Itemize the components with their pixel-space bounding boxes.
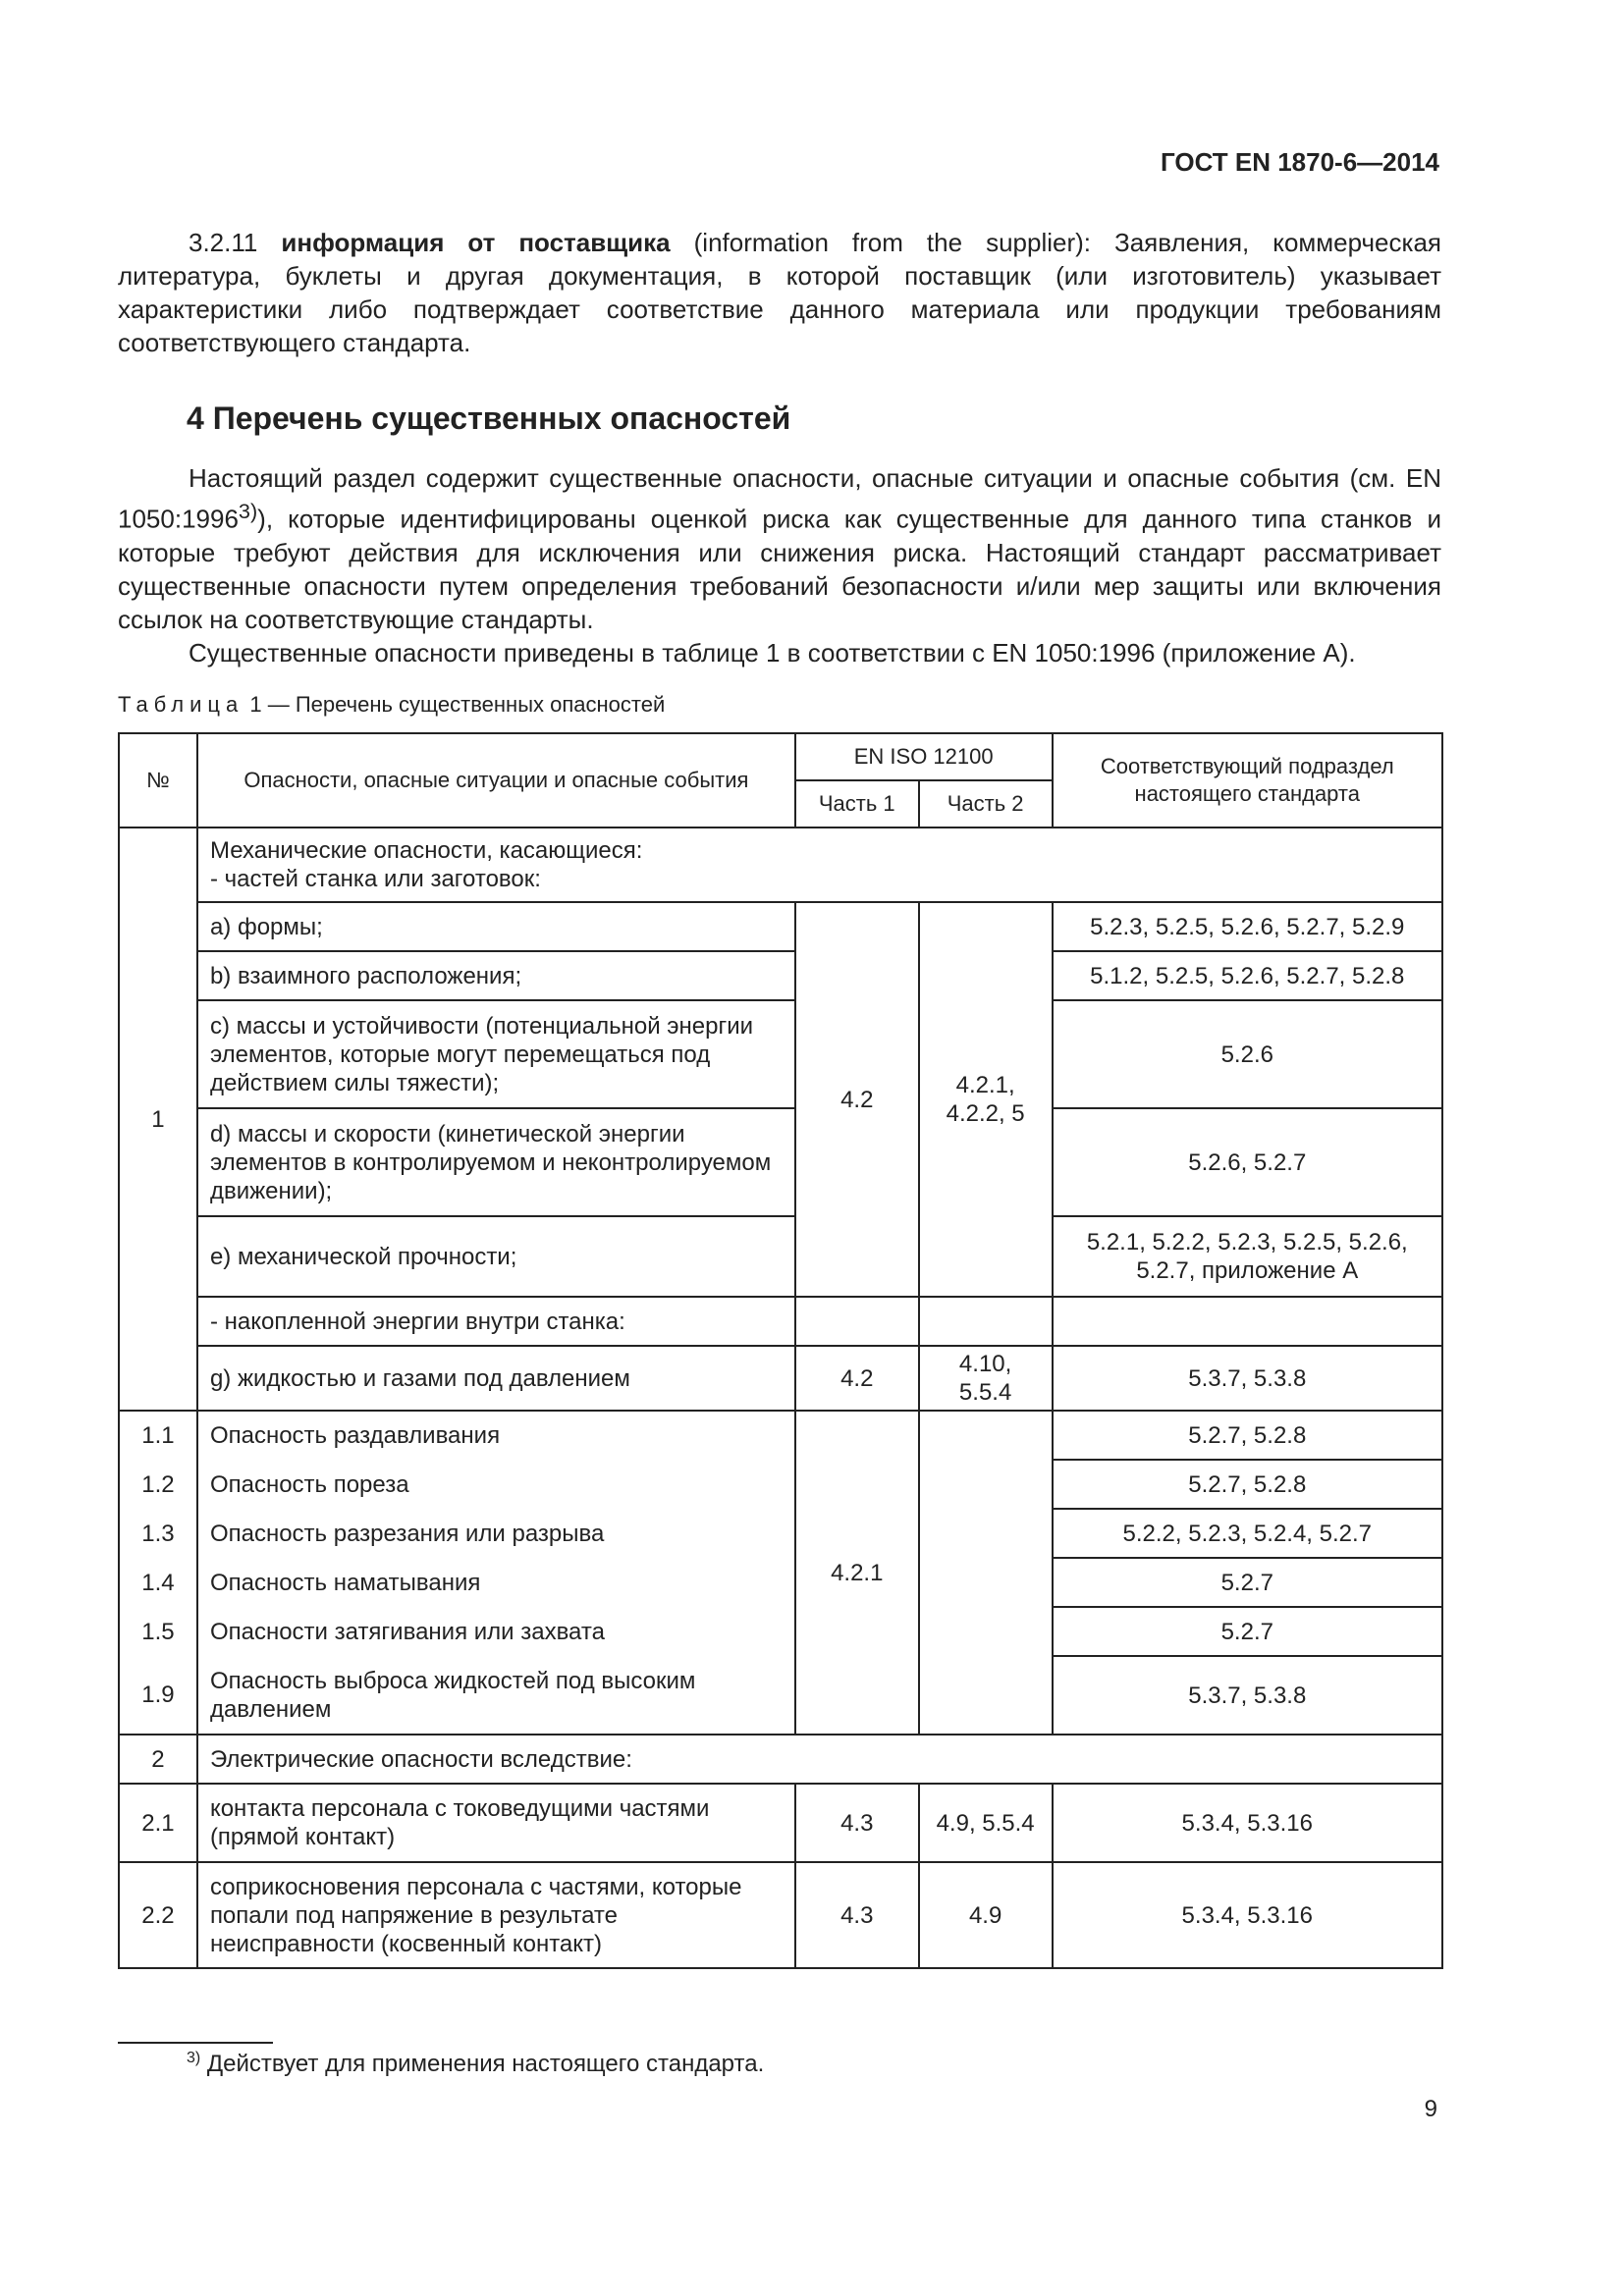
header-iso: EN ISO 12100 <box>795 733 1053 780</box>
header-hazard: Опасности, опасные ситуации и опасные события <box>197 733 795 828</box>
row-num: 2.2 <box>119 1862 197 1968</box>
row-hazard: Опасность выброса жидкостей под высоким давлением <box>197 1656 795 1735</box>
row-hazard: - накопленной энергии внутри станка: <box>197 1297 795 1346</box>
row-clause: 5.1.2, 5.2.5, 5.2.6, 5.2.7, 5.2.8 <box>1053 951 1442 1000</box>
hazards-table <box>118 732 1443 1969</box>
row-hazard: а) формы; <box>197 902 795 951</box>
table-row <box>119 902 1442 951</box>
row-num: 2 <box>119 1735 197 1784</box>
table-row <box>119 1216 1442 1297</box>
row-clause: 5.2.3, 5.2.5, 5.2.6, 5.2.7, 5.2.9 <box>1053 902 1442 951</box>
table-row <box>119 1607 1442 1656</box>
table-row <box>119 1411 1442 1460</box>
table-row <box>119 1656 1442 1735</box>
row-clause: 5.2.6, 5.2.7 <box>1053 1108 1442 1216</box>
row-hazard: контакта персонала с токоведущими частями (прямой контакт) <box>197 1784 795 1862</box>
footnote <box>187 2050 764 2078</box>
row-hazard: Опасность пореза <box>197 1460 795 1509</box>
row-hazard: Электрические опасности вследствие: <box>197 1735 1442 1784</box>
section-paragraph-2: Существенные опасности приведены в таблице 1 в соответствии с EN 1050:1996 (приложение А). <box>189 637 1356 667</box>
row-num: 1.9 <box>119 1656 197 1735</box>
row-hazard: Опасность наматывания <box>197 1558 795 1607</box>
row-num: 1.4 <box>119 1558 197 1607</box>
row-clause: 5.3.7, 5.3.8 <box>1053 1656 1442 1735</box>
row-hazard: соприкосновения персонала с частями, которые попали под напряжение в результате неисправности (косвенный контакт) <box>197 1862 795 1968</box>
row-clause: 5.3.7, 5.3.8 <box>1053 1346 1442 1411</box>
row-part1: 4.2 <box>795 1346 919 1411</box>
row-clause: 5.2.6 <box>1053 1000 1442 1108</box>
row-clause: 5.3.4, 5.3.16 <box>1053 1784 1442 1862</box>
row-num: 2.1 <box>119 1784 197 1862</box>
header-part2: Часть 2 <box>919 780 1053 828</box>
row-hazard: е) механической прочности; <box>197 1216 795 1297</box>
table-row <box>119 1558 1442 1607</box>
row-part1: 4.3 <box>795 1784 919 1862</box>
row-hazard: g) жидкостью и газами под давлением <box>197 1346 795 1411</box>
table-row <box>119 1862 1442 1968</box>
row-hazard: Опасности затягивания или захвата <box>197 1607 795 1656</box>
table-row <box>119 951 1442 1000</box>
row-hazard: d) массы и скорости (кинетической энергии элементов в контролируемом и неконтролируемом движении); <box>197 1108 795 1216</box>
row-part1: 4.3 <box>795 1862 919 1968</box>
table-row <box>119 1460 1442 1509</box>
row-clause: 5.2.7 <box>1053 1558 1442 1607</box>
row-part2: 4.9, 5.5.4 <box>919 1784 1053 1862</box>
table-row <box>119 1297 1442 1346</box>
table-row <box>119 1784 1442 1862</box>
clause-text: (information from the supplier): Заявления, коммерческая литература, буклеты и другая документация, в которой поставщик (или изготовитель) указывает характеристики либо подтверждает соответствие данного материала или продукции требованиям соответствующего стандарта. <box>118 228 1441 357</box>
row-hazard: Механические опасности, касающиеся: - частей станка или заготовок: <box>197 828 1442 902</box>
row-hazard: Опасность раздавливания <box>197 1411 795 1460</box>
document-header: ГОСТ EN 1870-6—2014 <box>1161 147 1439 177</box>
section-paragraph-1: Настоящий раздел содержит существенные опасности, опасные ситуации и опасные события (см. EN 1050:1996$^{3)}$), которые идентифицированы оценкой риска как существенные для данного типа станков и которые требуют действия для исключения или снижения риска. Настоящий стандарт рассматривает существенные опасности путем определения требований безопасности и/или мер защиты или включения ссылок на соответствующие стандарты. <box>118 463 1441 634</box>
clause-number: 3.2.11 <box>189 228 258 257</box>
row-num: 1.5 <box>119 1607 197 1656</box>
table-row <box>119 1000 1442 1108</box>
row-clause: 5.2.2, 5.2.3, 5.2.4, 5.2.7 <box>1053 1509 1442 1558</box>
page-number: 9 <box>1424 2096 1437 2122</box>
row-clause: 5.2.7 <box>1053 1607 1442 1656</box>
header-clause: Соответствующий подраздел настоящего стандарта <box>1053 733 1442 828</box>
header-num: № <box>119 733 197 828</box>
table-row <box>119 828 1442 902</box>
table-row <box>119 1108 1442 1216</box>
row-part2 <box>919 1411 1053 1735</box>
row-hazard: b) взаимного расположения; <box>197 951 795 1000</box>
table-caption: Таблица 1 — Перечень существенных опасностей <box>118 692 666 717</box>
row-num: 1.3 <box>119 1509 197 1558</box>
footnote-rule <box>118 2042 273 2044</box>
header-part1: Часть 1 <box>795 780 919 828</box>
row-clause: 5.2.7, 5.2.8 <box>1053 1460 1442 1509</box>
clause-term: информация от поставщика <box>281 228 671 257</box>
row-num: 1.1 <box>119 1411 197 1460</box>
row-part1: 4.2.1 <box>795 1411 919 1735</box>
footnote-ref: 3) <box>238 499 258 523</box>
row-part2: 4.9 <box>919 1862 1053 1968</box>
row-hazard: с) массы и устойчивости (потенциальной энергии элементов, которые могут перемещаться под действием силы тяжести); <box>197 1000 795 1108</box>
table-row <box>119 1735 1442 1784</box>
section-title: 4 Перечень существенных опасностей <box>187 400 791 436</box>
row-clause: 5.2.1, 5.2.2, 5.2.3, 5.2.5, 5.2.6, 5.2.7, приложение А <box>1053 1216 1442 1297</box>
row-part2: 4.2.1, 4.2.2, 5 <box>919 902 1053 1297</box>
footnote-mark: 3) <box>187 2050 201 2066</box>
clause-3-2-11 <box>118 226 1441 359</box>
row-hazard: Опасность разрезания или разрыва <box>197 1509 795 1558</box>
row-clause: 5.2.7, 5.2.8 <box>1053 1411 1442 1460</box>
row-num: 1 <box>119 828 197 1411</box>
row-part1: 4.2 <box>795 902 919 1297</box>
footnote-text: Действует для применения настоящего стандарта. <box>206 2051 765 2077</box>
row-clause: 5.3.4, 5.3.16 <box>1053 1862 1442 1968</box>
table-row <box>119 1346 1442 1411</box>
row-part2: 4.10, 5.5.4 <box>919 1346 1053 1411</box>
table-row <box>119 1509 1442 1558</box>
section-body <box>118 461 1441 669</box>
row-num: 1.2 <box>119 1460 197 1509</box>
